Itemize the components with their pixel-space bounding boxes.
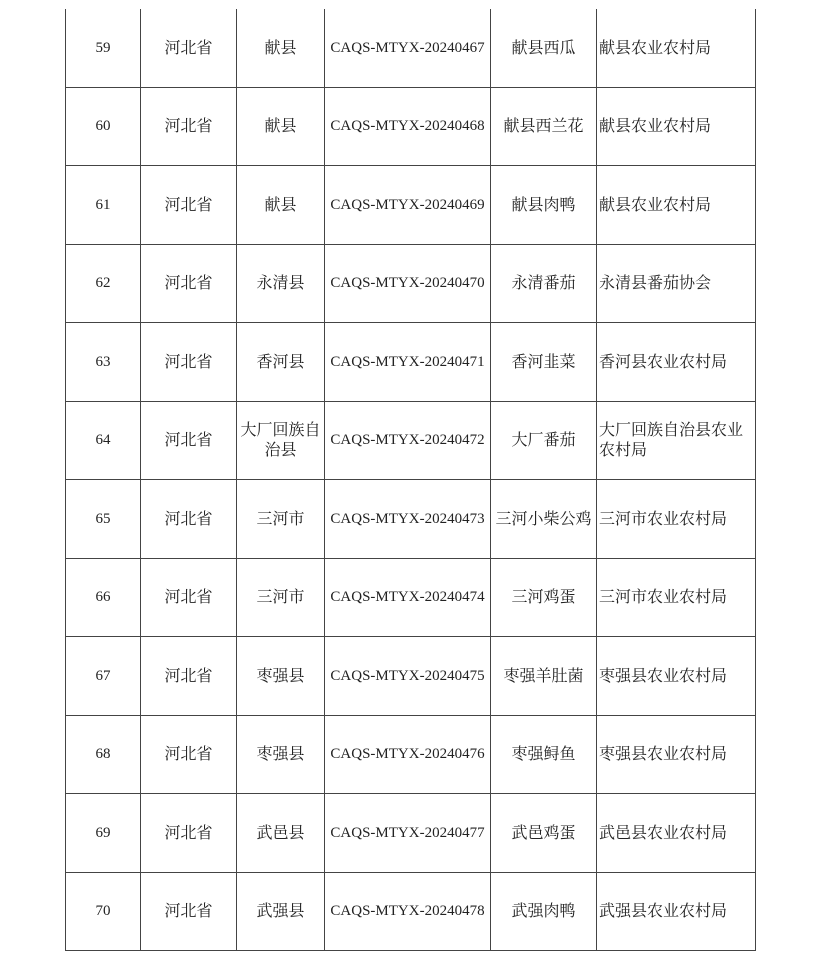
cell-code: CAQS-MTYX-20240468 bbox=[325, 87, 491, 166]
cell-county: 永清县 bbox=[237, 244, 325, 323]
cell-applicant: 三河市农业农村局 bbox=[597, 480, 756, 559]
cell-product: 香河韭菜 bbox=[491, 323, 597, 402]
cell-county: 献县 bbox=[237, 166, 325, 245]
table-row bbox=[66, 9, 756, 87]
cell-province: 河北省 bbox=[141, 401, 237, 480]
cell-county: 献县 bbox=[237, 9, 325, 87]
cell-province: 河北省 bbox=[141, 323, 237, 402]
cell-code: CAQS-MTYX-20240477 bbox=[325, 794, 491, 873]
cell-number: 64 bbox=[66, 401, 141, 480]
cell-number: 65 bbox=[66, 480, 141, 559]
product-table bbox=[65, 9, 756, 951]
cell-code: CAQS-MTYX-20240474 bbox=[325, 558, 491, 637]
cell-province: 河北省 bbox=[141, 872, 237, 951]
table-row bbox=[66, 401, 756, 480]
cell-code: CAQS-MTYX-20240472 bbox=[325, 401, 491, 480]
table-body bbox=[66, 9, 756, 951]
cell-product: 三河鸡蛋 bbox=[491, 558, 597, 637]
cell-applicant: 献县农业农村局 bbox=[597, 87, 756, 166]
table-row bbox=[66, 637, 756, 716]
cell-applicant: 献县农业农村局 bbox=[597, 9, 756, 87]
cell-product: 武强肉鸭 bbox=[491, 872, 597, 951]
cell-county: 三河市 bbox=[237, 480, 325, 559]
product-table-container bbox=[65, 9, 755, 951]
cell-province: 河北省 bbox=[141, 715, 237, 794]
cell-number: 66 bbox=[66, 558, 141, 637]
cell-number: 68 bbox=[66, 715, 141, 794]
cell-product: 献县西瓜 bbox=[491, 9, 597, 87]
cell-number: 61 bbox=[66, 166, 141, 245]
cell-product: 三河小柴公鸡 bbox=[491, 480, 597, 559]
cell-county: 献县 bbox=[237, 87, 325, 166]
cell-county: 三河市 bbox=[237, 558, 325, 637]
table-row bbox=[66, 480, 756, 559]
table-row bbox=[66, 558, 756, 637]
cell-province: 河北省 bbox=[141, 480, 237, 559]
table-row bbox=[66, 87, 756, 166]
cell-county: 武邑县 bbox=[237, 794, 325, 873]
cell-code: CAQS-MTYX-20240478 bbox=[325, 872, 491, 951]
cell-applicant: 香河县农业农村局 bbox=[597, 323, 756, 402]
cell-product: 大厂番茄 bbox=[491, 401, 597, 480]
cell-province: 河北省 bbox=[141, 794, 237, 873]
cell-applicant: 枣强县农业农村局 bbox=[597, 637, 756, 716]
cell-applicant: 枣强县农业农村局 bbox=[597, 715, 756, 794]
cell-applicant: 献县农业农村局 bbox=[597, 166, 756, 245]
cell-applicant: 三河市农业农村局 bbox=[597, 558, 756, 637]
cell-code: CAQS-MTYX-20240467 bbox=[325, 9, 491, 87]
table-row bbox=[66, 166, 756, 245]
table-row bbox=[66, 872, 756, 951]
cell-code: CAQS-MTYX-20240475 bbox=[325, 637, 491, 716]
cell-product: 武邑鸡蛋 bbox=[491, 794, 597, 873]
table-row bbox=[66, 715, 756, 794]
cell-number: 69 bbox=[66, 794, 141, 873]
cell-province: 河北省 bbox=[141, 244, 237, 323]
cell-county: 香河县 bbox=[237, 323, 325, 402]
cell-province: 河北省 bbox=[141, 637, 237, 716]
table-row bbox=[66, 323, 756, 402]
cell-number: 63 bbox=[66, 323, 141, 402]
table-row bbox=[66, 794, 756, 873]
cell-code: CAQS-MTYX-20240476 bbox=[325, 715, 491, 794]
cell-code: CAQS-MTYX-20240469 bbox=[325, 166, 491, 245]
cell-code: CAQS-MTYX-20240470 bbox=[325, 244, 491, 323]
cell-product: 献县西兰花 bbox=[491, 87, 597, 166]
cell-number: 62 bbox=[66, 244, 141, 323]
cell-number: 70 bbox=[66, 872, 141, 951]
cell-number: 67 bbox=[66, 637, 141, 716]
cell-province: 河北省 bbox=[141, 9, 237, 87]
cell-applicant: 大厂回族自治县农业农村局 bbox=[597, 401, 756, 480]
cell-product: 枣强鲟鱼 bbox=[491, 715, 597, 794]
cell-product: 枣强羊肚菌 bbox=[491, 637, 597, 716]
cell-province: 河北省 bbox=[141, 166, 237, 245]
cell-province: 河北省 bbox=[141, 87, 237, 166]
cell-applicant: 永清县番茄协会 bbox=[597, 244, 756, 323]
cell-product: 献县肉鸭 bbox=[491, 166, 597, 245]
cell-number: 60 bbox=[66, 87, 141, 166]
cell-county: 枣强县 bbox=[237, 715, 325, 794]
cell-number: 59 bbox=[66, 9, 141, 87]
cell-county: 枣强县 bbox=[237, 637, 325, 716]
table-row bbox=[66, 244, 756, 323]
cell-product: 永清番茄 bbox=[491, 244, 597, 323]
cell-code: CAQS-MTYX-20240473 bbox=[325, 480, 491, 559]
cell-county: 武强县 bbox=[237, 872, 325, 951]
cell-province: 河北省 bbox=[141, 558, 237, 637]
cell-code: CAQS-MTYX-20240471 bbox=[325, 323, 491, 402]
cell-applicant: 武邑县农业农村局 bbox=[597, 794, 756, 873]
cell-applicant: 武强县农业农村局 bbox=[597, 872, 756, 951]
cell-county: 大厂回族自治县 bbox=[237, 401, 325, 480]
